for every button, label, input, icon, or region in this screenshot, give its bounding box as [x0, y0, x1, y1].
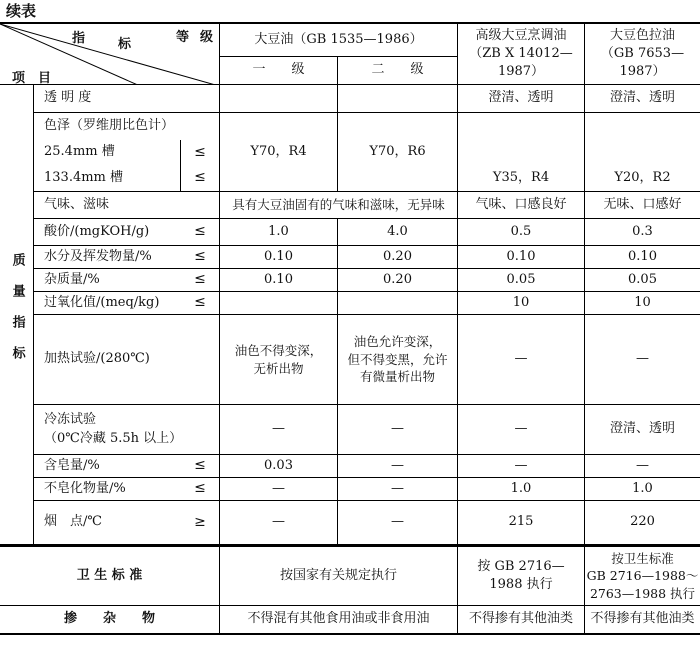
- row-name-color-25mm: 25.4mm 槽: [34, 140, 181, 165]
- row-sym-color-25mm: ≤: [181, 140, 220, 165]
- cell-unsap-salad: 1.0: [585, 478, 700, 501]
- cell-smoke-grade1: —: [220, 501, 338, 545]
- row-name-peroxide: 过氧化值/(meq/kg): [34, 292, 181, 315]
- cell-soap-salad: —: [585, 455, 700, 478]
- row-name-color: 色泽（罗维朋比色计）: [34, 113, 220, 140]
- row-name-smoke-point: 烟 点/℃: [34, 501, 181, 545]
- row-name-adulterant: 掺 杂 物: [0, 606, 220, 635]
- row-name-soap: 含皂量/%: [34, 455, 181, 478]
- row-name-heating: 加热试验/(280℃): [34, 315, 220, 405]
- cell-soap-grade1: 0.03: [220, 455, 338, 478]
- cell-transparency-grade2: [338, 85, 458, 113]
- row-name-unsaponifiable: 不皂化物量/%: [34, 478, 181, 501]
- cell-odor-cooking: 气味、口感良好: [458, 192, 585, 219]
- cell-transparency-cooking: 澄清、透明: [458, 85, 585, 113]
- cell-odor-salad: 无味、口感好: [585, 192, 700, 219]
- soybean-oil-standards-table: [0, 22, 700, 655]
- cell-acid-cooking: 0.5: [458, 219, 585, 246]
- header-zhi: 指: [72, 31, 86, 46]
- cell-soap-grade2: —: [338, 455, 458, 478]
- row-name-impurities: 杂质量/%: [34, 269, 181, 292]
- row-name-odor: 气味、滋味: [34, 192, 220, 219]
- cell-peroxide-salad: 10: [585, 292, 700, 315]
- cell-adulterant-soybean: 不得混有其他食用油或非食用油: [220, 606, 458, 635]
- cell-moisture-grade2: 0.20: [338, 246, 458, 269]
- row-sym-unsaponifiable: ≤: [181, 478, 220, 501]
- row-name-hygiene: 卫 生 标 准: [0, 545, 220, 606]
- header-grade-1: 一 级: [220, 57, 338, 85]
- header-cooking-oil: 高级大豆烹调油 （ZB X 14012—1987）: [458, 22, 585, 85]
- row-sym-soap: ≤: [181, 455, 220, 478]
- cell-color-cooking: [458, 113, 585, 192]
- header-xiang: 项: [12, 71, 26, 85]
- row-sym-smoke-point: ≥: [181, 501, 220, 545]
- row-sym-impurities: ≤: [181, 269, 220, 292]
- header-deng: 等: [176, 30, 190, 45]
- cell-cold-salad: 澄清、透明: [585, 405, 700, 455]
- cell-acid-salad: 0.3: [585, 219, 700, 246]
- cell-moisture-salad: 0.10: [585, 246, 700, 269]
- cell-moisture-cooking: 0.10: [458, 246, 585, 269]
- row-name-moisture: 水分及挥发物量/%: [34, 246, 181, 269]
- header-biao: 标: [118, 37, 132, 52]
- table-caption: 续表: [6, 2, 37, 20]
- cell-adulterant-salad: 不得掺有其他油类: [585, 606, 700, 635]
- cell-impurities-cooking: 0.05: [458, 269, 585, 292]
- cell-cold-cooking: —: [458, 405, 585, 455]
- cell-hygiene-cooking: 按 GB 2716— 1988 执行: [458, 545, 585, 606]
- cell-hygiene-salad: 按卫生标准 GB 2716—1988～ 2763—1988 执行: [585, 545, 700, 606]
- cell-heating-cooking: —: [458, 315, 585, 405]
- row-name-cold-test: 冷冻试验 （0℃冷藏 5.5h 以上）: [34, 405, 220, 455]
- cell-smoke-grade2: —: [338, 501, 458, 545]
- header-soybean-oil: 大豆油（GB 1535—1986）: [220, 22, 458, 57]
- cell-peroxide-grade1: [220, 292, 338, 315]
- cell-moisture-grade1: 0.10: [220, 246, 338, 269]
- cell-color-salad-value: Y20，R2: [614, 169, 671, 185]
- cell-color-salad: [585, 113, 700, 192]
- cell-cold-grade2: —: [338, 405, 458, 455]
- header-mu: 目: [38, 71, 52, 85]
- row-sym-peroxide: ≤: [181, 292, 220, 315]
- cell-unsap-grade1: —: [220, 478, 338, 501]
- cell-heating-salad: —: [585, 315, 700, 405]
- row-sym-moisture: ≤: [181, 246, 220, 269]
- cell-color-grade2: Y70，R6: [338, 113, 458, 192]
- cell-color-cooking-value: Y35，R4: [492, 169, 550, 185]
- cell-soap-cooking: —: [458, 455, 585, 478]
- header-grade-2: 二 级: [338, 57, 458, 85]
- cell-cold-grade1: —: [220, 405, 338, 455]
- cell-smoke-salad: 220: [585, 501, 700, 545]
- corner-header-cell: [0, 22, 220, 85]
- cell-heating-grade2: 油色允许变深， 但不得变黑，允许 有微量析出物: [338, 315, 458, 405]
- cell-transparency-salad: 澄清、透明: [585, 85, 700, 113]
- cell-impurities-grade1: 0.10: [220, 269, 338, 292]
- cell-impurities-grade2: 0.20: [338, 269, 458, 292]
- header-ji: 级: [200, 30, 214, 45]
- cell-adulterant-cooking: 不得掺有其他油类: [458, 606, 585, 635]
- cell-color-grade1: Y70，R4: [220, 113, 338, 192]
- cell-peroxide-grade2: [338, 292, 458, 315]
- cell-heating-grade1: 油色不得变深， 无析出物: [220, 315, 338, 405]
- header-salad-oil: 大豆色拉油 （GB 7653—1987）: [585, 22, 700, 85]
- row-sym-color-133mm: ≤: [181, 165, 220, 192]
- cell-hygiene-soybean: 按国家有关规定执行: [220, 545, 458, 606]
- cell-acid-grade2: 4.0: [338, 219, 458, 246]
- row-sym-acid: ≤: [181, 219, 220, 246]
- cell-transparency-grade1: [220, 85, 338, 113]
- quality-indicators-label: 质量指标: [0, 85, 34, 545]
- row-name-color-133mm: 133.4mm 槽: [34, 165, 181, 192]
- cell-impurities-salad: 0.05: [585, 269, 700, 292]
- cell-peroxide-cooking: 10: [458, 292, 585, 315]
- cell-unsap-grade2: —: [338, 478, 458, 501]
- row-name-acid: 酸价/(mgKOH/g): [34, 219, 181, 246]
- cell-odor-soybean: 具有大豆油固有的气味和滋味，无异味: [220, 192, 458, 219]
- cell-unsap-cooking: 1.0: [458, 478, 585, 501]
- cell-smoke-cooking: 215: [458, 501, 585, 545]
- row-name-transparency: 透 明 度: [34, 85, 220, 113]
- cell-acid-grade1: 1.0: [220, 219, 338, 246]
